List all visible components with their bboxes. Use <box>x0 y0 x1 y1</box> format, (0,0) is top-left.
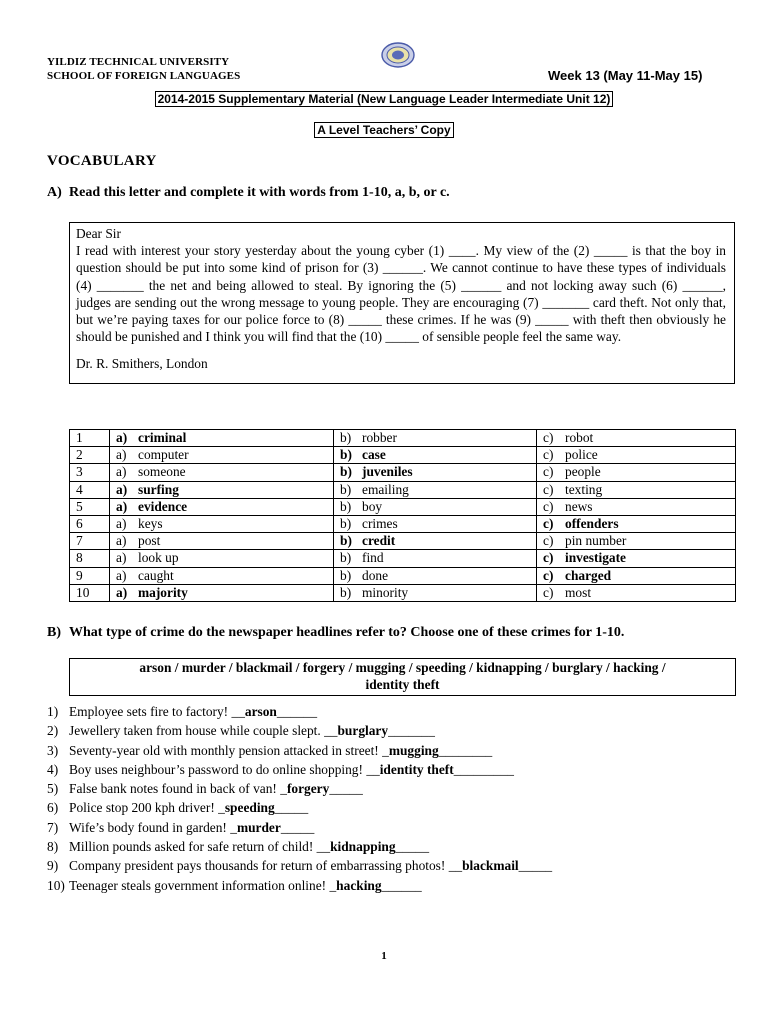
option-a: a) someone <box>110 464 334 481</box>
headline-item: 6) Police stop 200 kph driver! _speeding_____ <box>47 800 309 816</box>
university-seal-logo <box>381 42 415 68</box>
part-b-instruction: B) What type of crime do the newspaper headlines refer to? Choose one of these crimes for 1-10. <box>47 625 625 640</box>
option-row <box>70 498 736 515</box>
letter-greeting: Dear Sir <box>76 226 121 241</box>
option-c: c) charged <box>537 567 736 584</box>
option-a: a) caught <box>110 567 334 584</box>
option-c: c) most <box>537 584 736 601</box>
option-row <box>70 550 736 567</box>
headline-item: 7) Wife’s body found in garden! _murder_____ <box>47 819 315 835</box>
section-title: VOCABULARY <box>47 153 157 169</box>
page-number: 1 <box>381 950 387 962</box>
headline-answer: murder <box>236 819 281 835</box>
headline-item: 3) Seventy-year old with monthly pension attacked in street! _mugging________ <box>47 742 493 758</box>
headline-item: 9) Company president pays thousands for return of embarrassing photos! __blackmail_____ <box>47 858 553 874</box>
teachers-copy-label: A Level Teachers’ Copy <box>0 123 768 137</box>
option-c: c) people <box>537 464 736 481</box>
letter-signature: Dr. R. Smithers, London <box>76 356 208 372</box>
option-number: 10 <box>70 584 110 601</box>
letter-box <box>69 222 735 384</box>
option-a: a) computer <box>110 447 334 464</box>
headline-answer: arson <box>244 704 277 719</box>
option-c: c) texting <box>537 481 736 498</box>
university-name: YILDIZ TECHNICAL UNIVERSITY <box>47 56 230 68</box>
option-number: 1 <box>70 430 110 447</box>
option-b: b) find <box>334 550 537 567</box>
option-c: c) police <box>537 447 736 464</box>
headline-item: 5) False bank notes found in back of van! _forgery_____ <box>47 781 363 797</box>
institution-header <box>47 55 240 83</box>
headline-item: 8) Million pounds asked for safe return of child! __kidnapping_____ <box>47 839 430 855</box>
headline-answer: speeding <box>224 800 275 816</box>
option-b: b) robber <box>334 430 537 447</box>
answer-options-table <box>69 429 736 602</box>
option-b: b) minority <box>334 584 537 601</box>
option-a: a) keys <box>110 515 334 532</box>
option-number: 7 <box>70 533 110 550</box>
option-b: b) credit <box>334 533 537 550</box>
option-number: 6 <box>70 515 110 532</box>
headline-answer: mugging <box>388 742 439 758</box>
option-row <box>70 533 736 550</box>
school-name: SCHOOL OF FOREIGN LANGUAGES <box>47 70 241 82</box>
option-row <box>70 430 736 447</box>
part-a-instruction: A) Read this letter and complete it with words from 1-10, a, b, or c. <box>47 185 450 200</box>
option-c: c) investigate <box>537 550 736 567</box>
option-b: b) boy <box>334 498 537 515</box>
headline-item: 1) Employee sets fire to factory! __arson______ <box>47 704 318 719</box>
option-a: a) majority <box>110 584 334 601</box>
option-a: a) criminal <box>110 430 334 447</box>
option-b: b) juveniles <box>334 464 537 481</box>
option-row <box>70 447 736 464</box>
option-b: b) emailing <box>334 481 537 498</box>
option-c: c) news <box>537 498 736 515</box>
option-number: 2 <box>70 447 110 464</box>
option-row <box>70 567 736 584</box>
headline-answer: kidnapping <box>330 839 396 855</box>
option-number: 9 <box>70 567 110 584</box>
headline-item: 4) Boy uses neighbour’s password to do online shopping! __identity theft_________ <box>47 761 514 777</box>
option-a: a) surfing <box>110 481 334 498</box>
option-a: a) evidence <box>110 498 334 515</box>
headline-answer: burglary <box>337 723 389 739</box>
option-number: 8 <box>70 550 110 567</box>
option-a: a) post <box>110 533 334 550</box>
crime-word-box: arson / murder / blackmail / forgery / mugging / speeding / kidnapping / burglary / hacking / identity theft <box>69 658 736 696</box>
option-c: c) offenders <box>537 515 736 532</box>
week-label: Week 13 (May 11-May 15) <box>548 68 703 83</box>
option-row <box>70 584 736 601</box>
option-b: b) done <box>334 567 537 584</box>
option-b: b) case <box>334 447 537 464</box>
option-b: b) crimes <box>334 515 537 532</box>
headline-list <box>47 702 552 895</box>
letter-body: I read with interest your story yesterday about the young cyber (1) ____. My view of the (2) _____ is that the boy in question should be put into some kind of prison for (3) ______. We cannot continue to have these types of individuals (4) _______ the net and being allowed to steal. By ignoring the (5) ______ and not locking away such (6) ______, judges are sending out the wrong message to young people. They are encouraging (7) _______ card theft. Not only that, but we’re paying taxes for our police force to (8) _____ these crimes. If he was (9) _____ with theft then obviously he should be punished and I think you will find that the (10) _____ of sensible people feel the same way. <box>76 243 726 345</box>
option-row <box>70 515 736 532</box>
option-number: 4 <box>70 481 110 498</box>
option-a: a) look up <box>110 550 334 567</box>
headline-answer: blackmail <box>462 858 519 874</box>
headline-item: 2) Jewellery taken from house while couple slept. __burglary_______ <box>47 723 435 739</box>
option-number: 3 <box>70 464 110 481</box>
headline-answer: identity theft <box>379 761 454 777</box>
option-row <box>70 481 736 498</box>
option-row <box>70 464 736 481</box>
headline-item: 10) Teenager steals government information online! _hacking______ <box>47 877 422 893</box>
option-c: c) robot <box>537 430 736 447</box>
option-number: 5 <box>70 498 110 515</box>
headline-answer: forgery <box>286 781 330 797</box>
headline-answer: hacking <box>336 877 382 893</box>
material-title: 2014-2015 Supplementary Material (New Language Leader Intermediate Unit 12) <box>0 92 768 106</box>
option-c: c) pin number <box>537 533 736 550</box>
